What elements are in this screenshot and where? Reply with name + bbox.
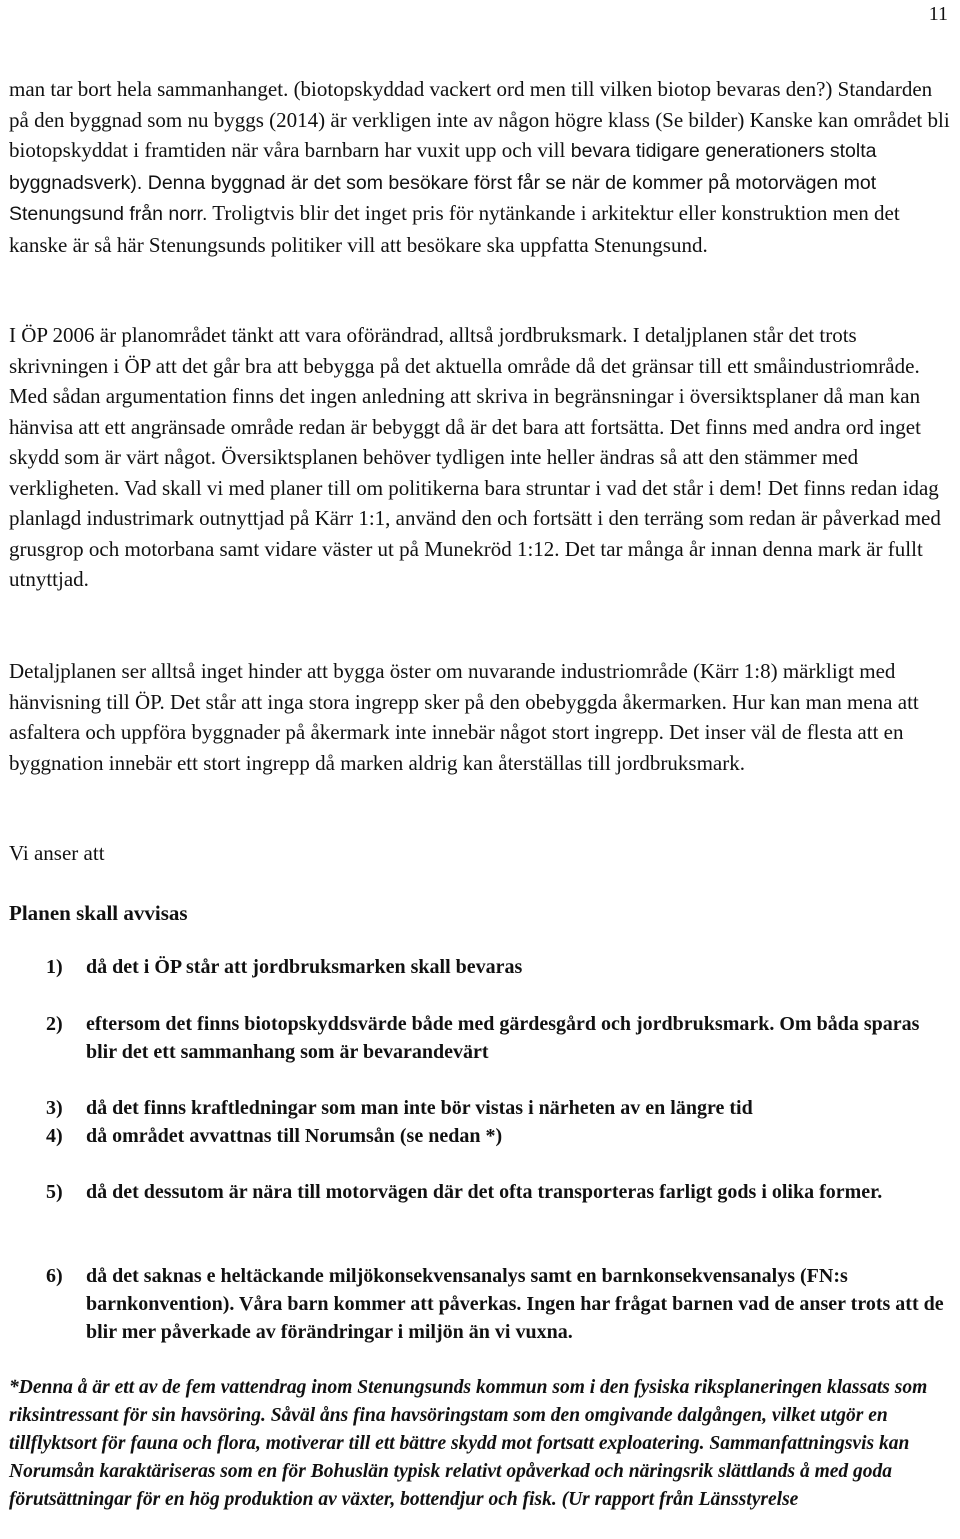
paragraph-run: man tar bort hela sammanhanget. (biotopskyddad vackert ord men till vilken biotop bevaras den?) Standarden på den byggnad som nu byggs (2014) är verkligen inte av någon högre klass (Se bilder) Kanske kan området bli biotopskyddat i framtiden när våra barnbarn har vuxit upp och vill bbox=[9, 77, 950, 162]
list-item bbox=[46, 1010, 950, 1066]
list-item-text: då området avvattnas till Norumsån (se nedan *) bbox=[86, 1125, 503, 1147]
paragraph-run-sans: bevara tidigare generationers stolta byggnadsverk). Denna byggnad är det som besökare först får se när de kommer på motorvägen mot Stenungsund från norr. bbox=[9, 140, 877, 225]
list-item bbox=[46, 953, 950, 981]
list-item-text: eftersom det finns biotopskyddsvärde både med gärdesgård och jordbruksmark. Om båda sparas blir det ett sammanhang som är bevarandevärt bbox=[86, 1013, 920, 1063]
list-item-number: 3) bbox=[46, 1097, 63, 1119]
paragraph-op-2006: I ÖP 2006 är planområdet tänkt att vara oförändrad, alltså jordbruksmark. I detaljplanen står det trots skrivningen i ÖP att det går bra att bebygga på det aktuella område då det gränsar till ett småindustriområde. Med sådan argumentation finns det ingen anledning att skriva in begränsningar i översiktsplaner då man kan hänvisa att ett angränsade område redan är bebyggt då är det bara att fortsätta. Det finns med andra ord inget skydd som är värt något. Översiktsplanen behöver tydligen inte heller ändras så att den stämmer med verkligheten. Vad skall vi med planer till om politikerna bara struntar i vad det står i dem! Det finns redan idag planlagd industrimark outnyttjad på Kärr 1:1, använd den och fortsätt i den terräng som redan är påverkad med grusgrop och motorbana samt vidare väster ut på Munekröd 1:12. Det tar många år innan denna mark är fullt utnyttjad. bbox=[9, 323, 941, 591]
list-item-number: 1) bbox=[46, 956, 63, 978]
heading-planen-skall-avvisas: Planen skall avvisas bbox=[9, 901, 188, 925]
list-item-text: då det i ÖP står att jordbruksmarken skall bevaras bbox=[86, 956, 523, 978]
list-item-text: då det finns kraftledningar som man inte bör vistas i närheten av en längre tid bbox=[86, 1097, 753, 1119]
list-item-number: 4) bbox=[46, 1125, 63, 1147]
paragraph-standard-byggnad bbox=[9, 74, 955, 260]
footnote-norumsan: *Denna å är ett av de fem vattendrag inom Stenungsunds kommun som i den fysiska riksplaneringen klassats som riksintressant för sin havsöring. Såväl åns fina havsöringstam som den omgivande dalgången, vilket utgör en tillflyktsort för fauna och flora, motiverar till ett bättre skydd mot fortsatt exploatering. Sammanfattningsvis kan Norumsån karaktäriseras som en för Bohuslän typisk relativt opåverkad och näringsrik slättlands å med goda förutsättningar för en hög produktion av växter, bottendjur och fisk. (Ur rapport från Länsstyrelse bbox=[9, 1377, 928, 1510]
paragraph-detaljplanen: Detaljplanen ser alltså inget hinder att bygga öster om nuvarande industriområde (Kärr 1:8) märkligt med hänvisning till ÖP. Det står att inga stora ingrepp sker på den obebyggda åkermarken. Hur kan man mena att asfaltera och uppföra byggnader på åkermark inte innebär något stort ingrepp. Det inser väl de flesta att en byggnation innebär ett stort ingrepp då marken aldrig kan återställas till jordbruksmark. bbox=[9, 659, 919, 775]
list-item-number: 6) bbox=[46, 1265, 63, 1287]
list-item bbox=[46, 1178, 950, 1206]
page-number: 11 bbox=[928, 3, 948, 25]
list-item bbox=[46, 1262, 950, 1346]
list-item bbox=[46, 1122, 950, 1150]
list-item-text: då det saknas e heltäckande miljökonsekvensanalys samt en barnkonsekvensanalys (FN:s barnkonvention). Våra barn kommer att påverkas. Ingen har frågat barnen vad de anser trots att de blir mer påverkade av förändringar i miljön än vi vuxna. bbox=[86, 1265, 944, 1343]
list-item-number: 2) bbox=[46, 1013, 63, 1035]
list-item-number: 5) bbox=[46, 1181, 63, 1203]
paragraph-run: Troligtvis blir det inget pris för nytänkande i arkitektur eller konstruktion men det kanske är så här Stenungsunds politiker vill att besökare ska uppfatta Stenungsund. bbox=[9, 201, 900, 257]
list-item-text: då det dessutom är nära till motorvägen där det ofta transporteras farligt gods i olika former. bbox=[86, 1181, 883, 1203]
list-item bbox=[46, 1094, 950, 1122]
paragraph-vi-anser: Vi anser att bbox=[9, 841, 105, 865]
